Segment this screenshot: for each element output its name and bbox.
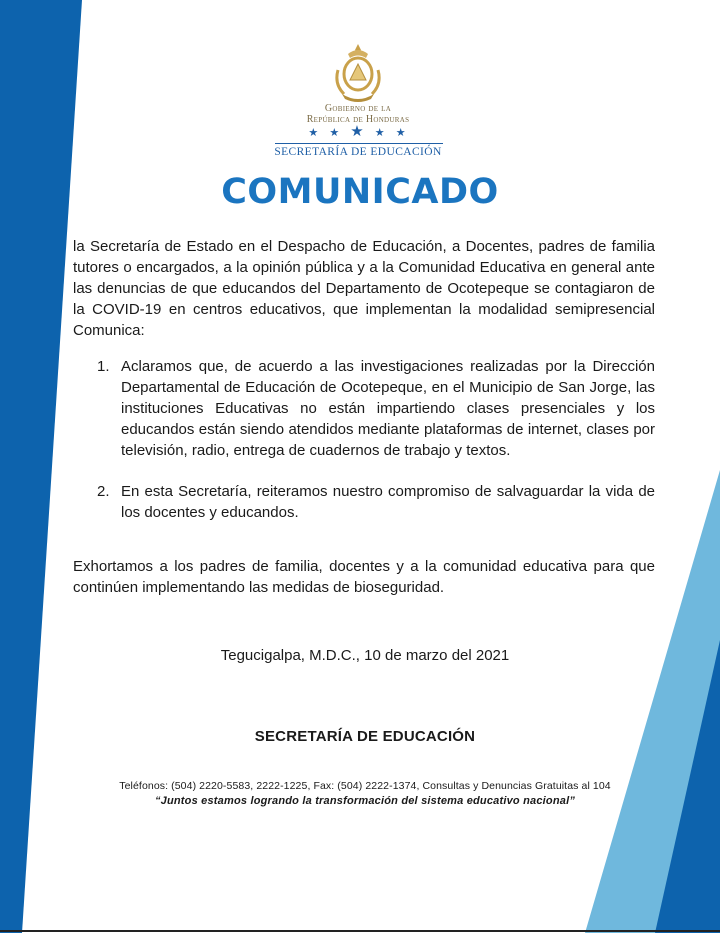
exhortation-paragraph: Exhortamos a los padres de familia, docentes y a la comunidad educativa para que continúen implementando las medidas de bioseguridad.: [73, 558, 655, 596]
signature-block: SECRETARÍA DE EDUCACIÓN: [254, 728, 476, 745]
document-title: COMUNICADO: [221, 172, 499, 212]
honduras-coat-of-arms-icon: [330, 40, 386, 104]
intro-paragraph: la Secretaría de Estado en el Despacho de Educación, a Docentes, padres de familia tutores o encargados, a la opinión pública y a la Comunidad Educativa en general ante las denuncias de que educandos del Departamento de Ocotepeque se contagiaron de la COVID-19 en centros educativos, que implementan la modalidad semipresencial Comunica:: [73, 238, 655, 339]
list-item-number: 2.: [97, 483, 110, 500]
five-stars-icon: ★ ★ ★ ★ ★: [308, 123, 410, 140]
header-secretaria: SECRETARÍA DE EDUCACIÓN: [274, 146, 442, 158]
footer-motto: “Juntos estamos logrando la transformación del sistema educativo nacional”: [154, 795, 576, 807]
government-name-line-2: República de Honduras: [306, 114, 410, 125]
list-item-number: 1.: [97, 358, 110, 375]
list-item-text: Aclaramos que, de acuerdo a las investigaciones realizadas por la Dirección Departamental de Educación de Ocotepeque, en el Municipio de San Jorge, las instituciones Educativas no están impartiendo clases presenciales y los educandos están siendo atendidos mediante plataformas de internet, clases por televisión, radio, entrega de cuadernos de trabajo y textos.: [121, 358, 655, 459]
government-name-line-1: Gobierno de la: [324, 103, 392, 114]
list-item-text: En esta Secretaría, reiteramos nuestro compromiso de salvaguardar la vida de los docentes y educandos.: [121, 483, 655, 521]
header-divider: [275, 143, 443, 144]
place-and-date: Tegucigalpa, M.D.C., 10 de marzo del 2021: [220, 647, 510, 664]
footer-contact-info: Teléfonos: (504) 2220-5583, 2222-1225, Fax: (504) 2222-1374, Consultas y Denuncias Gratuitas al 104: [119, 780, 611, 792]
